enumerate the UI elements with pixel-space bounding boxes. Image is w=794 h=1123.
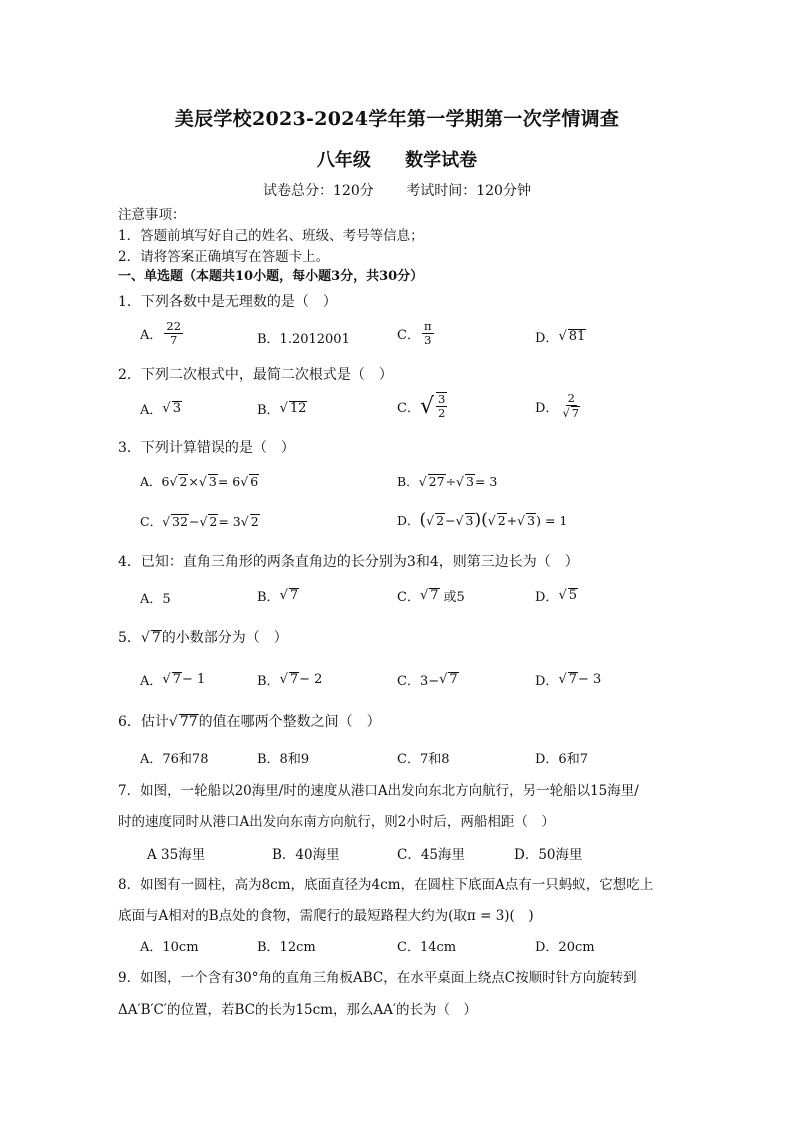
fraction — [560, 392, 582, 420]
sqrt-symbol: √ — [517, 512, 526, 528]
question-6-option-c: C．7和8 — [397, 752, 450, 767]
question-3-option-d — [397, 510, 567, 530]
option-label: A． — [140, 474, 162, 489]
question-9-stem-line-2: ΔA′B′C′的位置，若BC的长为15cm，那么AA′的长为（ ） — [118, 1002, 478, 1018]
question-text: 的小数部分为（ ） — [161, 630, 288, 646]
numerator: 3 — [437, 392, 446, 406]
result: = 6 — [217, 473, 241, 489]
exam-subtitle — [0, 146, 794, 172]
question-8-option-b: B．12cm — [257, 940, 316, 955]
fraction — [436, 392, 447, 420]
question-2-stem: 2．下列二次根式中，最简二次根式是（ ） — [118, 367, 393, 383]
exam-title: 美辰学校2023-2024学年第一学期第一次学情调查 — [174, 108, 620, 130]
sqrt-symbol: √ — [439, 672, 448, 687]
radicand: 2 — [436, 512, 445, 528]
exam-time: 考试时间：120分钟 — [406, 183, 531, 199]
option-label: D． — [535, 674, 559, 689]
question-4-option-b — [257, 586, 299, 605]
question-2-option-d — [535, 392, 584, 420]
coefficient: 6 — [161, 473, 170, 489]
option-label: C．3− — [397, 674, 440, 689]
sqrt-symbol: √ — [419, 393, 434, 419]
question-7-stem-line-1: 7．如图，一轮船以20海里/时的速度从港口A出发向东北方向航行，另一轮船以15海里/ — [118, 783, 639, 799]
option-tail: − 1 — [181, 672, 206, 687]
sqrt-symbol: √ — [279, 401, 288, 416]
question-8-stem-line-1: 8．如图有一圆柱，高为8cm，底面直径为4cm，在圆柱下底面A点有一只蚂蚁，它想吃上 — [118, 877, 654, 893]
numerator: 22 — [166, 319, 182, 333]
radicand: 3 — [465, 512, 474, 528]
option-label: D． — [535, 400, 559, 416]
subject-label: 数学试卷 — [405, 150, 478, 171]
result: ) = 1 — [536, 512, 568, 528]
radicand: 12 — [289, 400, 307, 416]
sqrt-symbol: √ — [140, 630, 150, 646]
note-item: 1．答题前填写好自己的姓名、班级、考号等信息； — [118, 228, 424, 244]
radicand: 2 — [209, 513, 218, 529]
sqrt-symbol: √ — [426, 512, 435, 528]
question-5-stem — [118, 627, 288, 647]
question-7-option-d: D．50海里 — [514, 847, 583, 863]
question-8-option-c: C．14cm — [397, 940, 457, 955]
paren: ( — [419, 510, 427, 530]
question-6-option-d: D．6和7 — [535, 752, 588, 767]
numerator: π — [423, 319, 432, 333]
sqrt-symbol: √ — [168, 714, 178, 730]
sqrt-symbol: √ — [456, 473, 465, 489]
question-3-option-b — [397, 472, 497, 490]
sqrt-symbol: √ — [455, 512, 464, 528]
operator: × — [188, 473, 199, 489]
radicand: 32 — [172, 513, 188, 529]
question-7-stem-line-2: 时的速度同时从港口A出发向东南方向航行，则2小时后，两船相距（ ） — [118, 814, 555, 830]
exam-info — [0, 180, 794, 200]
radicand: 27 — [428, 473, 445, 489]
option-label: D． — [535, 331, 559, 346]
fraction — [164, 320, 183, 347]
question-8-option-d: D．20cm — [535, 940, 595, 955]
question-4-stem: 4．已知：直角三角形的两条直角边的长分别为3和4，则第三边长为（ ） — [118, 554, 579, 570]
option-tail: − 3 — [578, 672, 602, 687]
question-4-option-a: A．5 — [140, 592, 171, 607]
question-1-option-b: B．1.2012001 — [257, 332, 350, 347]
radicand: 3 — [466, 473, 474, 489]
radicand: 7 — [289, 671, 299, 687]
fraction — [422, 320, 434, 347]
question-8-option-a: A．10cm — [140, 940, 199, 955]
sqrt-symbol: √ — [240, 513, 249, 529]
sqrt-symbol: √ — [558, 329, 567, 344]
question-2-option-b — [257, 399, 307, 418]
question-3-stem: 3．下列计算错误的是（ ） — [118, 440, 295, 456]
question-3-option-c — [140, 512, 260, 530]
question-3-option-a — [140, 472, 259, 490]
denominator — [560, 406, 582, 420]
radicand: 5 — [568, 587, 578, 603]
sqrt-symbol: √ — [562, 406, 570, 421]
radicand: 3 — [172, 400, 181, 416]
denominator: 7 — [170, 333, 178, 348]
option-label: C． — [397, 590, 420, 605]
question-2-option-a — [140, 399, 182, 418]
question-text: 的值在哪两个整数之间（ ） — [198, 714, 381, 730]
radicand: 3 — [527, 512, 536, 528]
question-1-option-c — [397, 320, 436, 347]
question-4-option-c — [397, 586, 465, 605]
sqrt-symbol: √ — [279, 588, 288, 603]
section-heading: 一、单选题（本题共10小题，每小题3分，共30分） — [118, 269, 424, 284]
radicand: 2 — [497, 512, 506, 528]
sqrt-symbol: √ — [198, 473, 207, 489]
option-label: A． — [140, 328, 163, 344]
sqrt-symbol: √ — [558, 588, 567, 603]
option-label: B． — [397, 474, 419, 489]
radicand: 7 — [289, 587, 299, 603]
operator: − — [445, 512, 456, 528]
option-label: A． — [140, 674, 163, 689]
question-4-option-d — [535, 586, 578, 605]
radicand: 3 — [208, 473, 217, 489]
option-label: B． — [257, 590, 280, 605]
question-2-option-c — [397, 392, 449, 420]
question-6-stem — [118, 711, 381, 731]
question-7-option-a: A 35海里 — [147, 847, 206, 863]
option-label: C． — [397, 400, 420, 416]
radicand: 7 — [568, 671, 578, 687]
question-5-option-c — [397, 670, 459, 689]
total-score: 试卷总分：120分 — [263, 183, 374, 199]
note-item: 2．请将答案正确填写在答题卡上。 — [118, 249, 330, 265]
operator: ÷ — [445, 473, 457, 489]
radicand: 7 — [449, 671, 458, 687]
question-number: 6．估计 — [118, 714, 169, 730]
denominator: 3 — [424, 333, 432, 348]
question-7-option-c: C．45海里 — [397, 847, 466, 863]
radicand: 7 — [151, 630, 161, 646]
sqrt-symbol: √ — [162, 672, 171, 687]
question-8-stem-line-2: 底面与A相对的B点处的食物，需爬行的最短路程大约为(取π = 3)( ) — [118, 908, 534, 924]
question-7-option-b: B．40海里 — [272, 847, 340, 863]
operator: − — [188, 513, 200, 529]
question-6-option-a: A．76和78 — [140, 752, 209, 767]
operator: + — [506, 512, 518, 528]
result: = 3 — [474, 473, 498, 489]
radicand: 81 — [568, 328, 586, 344]
radicand: 6 — [250, 473, 259, 489]
option-label: D． — [535, 590, 559, 605]
paren: )( — [474, 510, 488, 530]
sqrt-symbol: √ — [418, 473, 427, 489]
radicand: 7 — [571, 406, 580, 421]
radicand: 2 — [179, 473, 188, 489]
radicand: 7 — [430, 587, 439, 603]
question-9-stem-line-1: 9．如图，一个含有30°角的直角三角板ABC，在水平桌面上绕点C按顺时针方向旋转到 — [118, 970, 637, 986]
option-label: A． — [140, 403, 163, 418]
sqrt-symbol: √ — [558, 672, 567, 687]
result: = 3 — [218, 513, 241, 529]
sqrt-symbol: √ — [240, 473, 249, 489]
question-1-option-a — [140, 320, 185, 347]
denominator: 2 — [437, 406, 446, 421]
question-6-option-b: B．8和9 — [257, 752, 310, 767]
option-label: C． — [140, 514, 163, 529]
sqrt-symbol: √ — [162, 401, 171, 416]
option-label: B． — [257, 403, 280, 418]
sqrt-symbol: √ — [279, 672, 288, 687]
option-label: C． — [397, 328, 420, 344]
sqrt-symbol: √ — [419, 588, 429, 603]
notes-heading: 注意事项： — [118, 207, 186, 223]
option-tail: 或5 — [443, 590, 465, 605]
radicand: 2 — [250, 513, 259, 529]
sqrt-symbol: √ — [487, 512, 496, 528]
option-label: B． — [257, 674, 280, 689]
question-number: 5． — [118, 630, 141, 646]
question-5-option-d — [535, 670, 601, 689]
grade-label: 八年级 — [316, 150, 371, 171]
sqrt-symbol: √ — [162, 513, 171, 529]
sqrt-symbol: √ — [199, 513, 208, 529]
question-5-option-a — [140, 670, 205, 689]
option-label: D． — [397, 513, 420, 528]
sqrt-symbol: √ — [169, 473, 178, 489]
numerator: 2 — [567, 391, 575, 405]
option-tail: − 2 — [299, 672, 323, 687]
radicand: 7 — [172, 671, 181, 687]
question-5-option-b — [257, 670, 322, 689]
question-1-option-d — [535, 327, 586, 346]
radicand: 77 — [179, 714, 198, 730]
question-1-stem: 1．下列各数中是无理数的是（ ） — [118, 294, 337, 310]
